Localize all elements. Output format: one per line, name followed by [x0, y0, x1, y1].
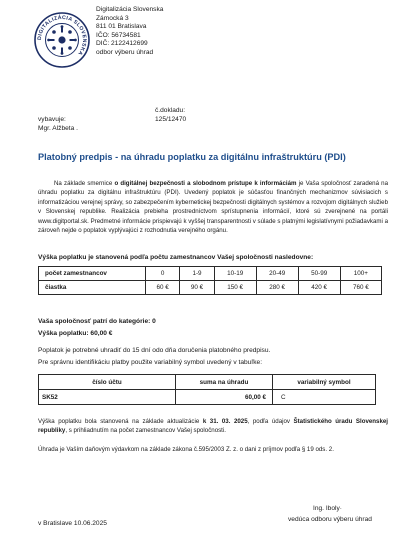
- org-address: [96, 6, 163, 57]
- intro-paragraph: [38, 179, 388, 235]
- range-cell: 100+: [340, 267, 381, 281]
- symbol-header: variabilný symbol: [273, 375, 376, 390]
- signer-role: vedúca odboru výberu úhrad: [288, 516, 372, 523]
- range-cell: 0: [146, 267, 180, 281]
- handler-block: [38, 115, 78, 133]
- amount-cell: 420 €: [298, 281, 340, 295]
- range-cell: 50-99: [298, 267, 340, 281]
- footer-text: , s prihliadnutím na počet zamestnancov Vašej spoločnosti.: [65, 427, 226, 435]
- doc-number-label: č.dokladu:: [155, 107, 186, 114]
- range-cell: 1-9: [180, 267, 214, 281]
- footer-paragraph-2: Úhrada je Vaším daňovým výdavkom na základe zákona č.595/2003 Z. z. o dani z príjmov podľa § 19 ods. 2.: [38, 446, 334, 453]
- seal-emblem: [34, 12, 90, 68]
- employees-label: počet zamestnancov: [39, 267, 146, 281]
- sum-value: 60,00 €: [176, 390, 273, 405]
- intro-text-start: Na základe smernice: [54, 180, 115, 187]
- intro-text-rest: je Vaša spoločnosť zaradená na úhradu poplatku za digitálnu infraštruktúru (PDI). Uvedený poplatok je súčasťou finančných mechanizmov súvisiacich s informatizáciou verejnej správy, so zabezpečením kybernetickej bezpečnosti digitálnych systémov a rozvojom digitálnych služieb v Slovenskej republike. Realizácia prebieha prostredníctvom sprístupnenia informácií, ktoré sú zverejnené na portáli www.digitportal.sk. Predmetné informácie prispievajú k vyššej transparentnosti v súlade s platnými legislatívnymi požiadavkami a zároveň nejde o poplatok vyplývajúci z rozhodnutia verejného orgánu.: [38, 180, 388, 235]
- org-name: Digitalizácia Slovenska: [96, 6, 164, 13]
- handler-label: vybavuje:: [38, 116, 66, 123]
- account-value: SK52: [39, 390, 176, 405]
- category-line: Vaša spoločnosť patrí do kategórie: 0: [38, 318, 156, 325]
- fee-table: [38, 266, 382, 295]
- account-header: číslo účtu: [39, 375, 176, 390]
- footer-text: , podľa údajov: [247, 418, 294, 425]
- doc-number-value: 125/12470: [155, 116, 187, 123]
- amount-cell: 280 €: [256, 281, 298, 295]
- seal-ring-text: DIGITALIZÁCIA SLOVENSKA: [36, 14, 88, 57]
- org-dept: odbor výberu úhrad: [96, 48, 154, 56]
- org-ico: IČO: 56734581: [96, 31, 141, 39]
- page-title: Platobný predpis - na úhradu poplatku za digitálnu infraštruktúru (PDI): [38, 152, 346, 162]
- org-city: 811 01 Bratislava: [96, 23, 147, 30]
- place-date: v Bratislave 10.06.2025: [38, 520, 107, 527]
- fee-heading: Výška poplatku je stanovená podľa počtu zamestnancov Vašej spoločnosti nasledovne:: [38, 254, 314, 261]
- signer-name: Ing. Iboly·: [313, 505, 342, 512]
- payment-table: [38, 374, 376, 405]
- footer-agency: Štatistického úradu Slovenskej republiky: [38, 418, 388, 435]
- sum-header: suma na úhradu: [176, 375, 273, 390]
- amount-cell: 60 €: [146, 281, 180, 295]
- table-row: [39, 267, 382, 281]
- amount-cell: 90 €: [180, 281, 214, 295]
- doc-number-block: [155, 106, 186, 124]
- org-dic: DIČ: 2122412699: [96, 40, 148, 47]
- footer-paragraph-1: [38, 417, 388, 436]
- range-cell: 10-19: [214, 267, 256, 281]
- footer-text: Výška poplatku bola stanovená na základe aktualizácie: [38, 418, 203, 425]
- symbol-note: Pre správnu identifikáciu platby použite variabilný symbol uvedený v tabuľke:: [38, 359, 263, 366]
- amount-cell: 150 €: [214, 281, 256, 295]
- deadline-line: Poplatok je potrebné uhradiť do 15 dní odo dňa doručenia platobného predpisu.: [38, 347, 271, 354]
- symbol-value: C: [273, 390, 376, 405]
- table-row: [39, 390, 376, 405]
- amount-line: Výška poplatku: 60,00 €: [38, 330, 113, 337]
- table-row: [39, 281, 382, 295]
- table-row: [39, 375, 376, 390]
- range-cell: 20-49: [256, 267, 298, 281]
- amount-cell: 760 €: [340, 281, 381, 295]
- org-street: Zámocká 3: [96, 14, 129, 22]
- handler-value: Mgr. Alžbeta .: [38, 125, 78, 132]
- amount-label: čiastka: [39, 281, 146, 295]
- footer-date: k 31. 03. 2025: [202, 418, 248, 425]
- intro-text-bold: o digitálnej bezpečnosti a slobodnom prístupe k informáciám: [114, 180, 297, 187]
